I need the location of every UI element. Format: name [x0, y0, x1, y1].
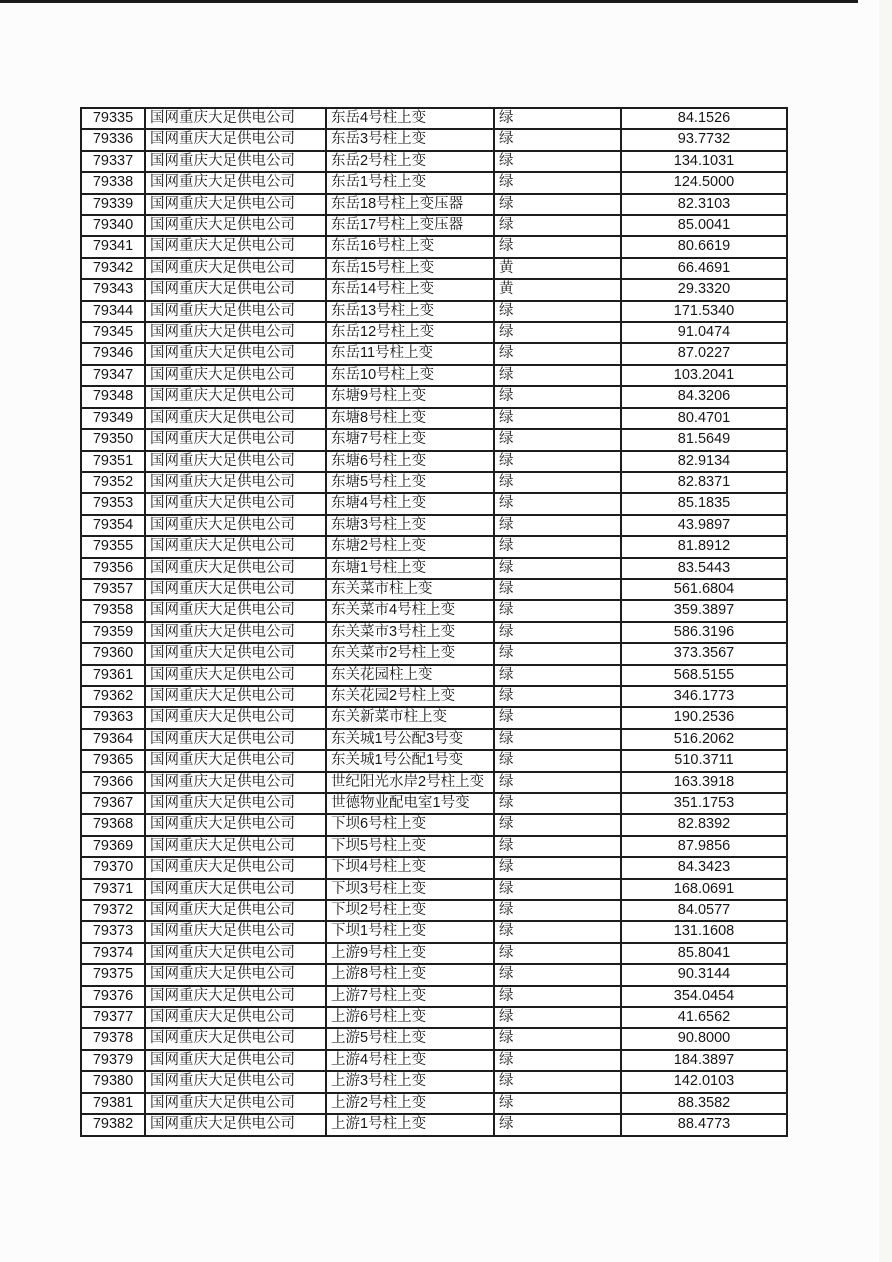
cell-load-value: 80.6619: [621, 236, 787, 257]
cell-device-name: 东关菜市3号柱上变: [326, 622, 494, 643]
cell-device-name: 东关花园2号柱上变: [326, 686, 494, 707]
table-row: [81, 258, 787, 279]
cell-company-name: 国网重庆大足供电公司: [145, 750, 326, 771]
table-row: [81, 793, 787, 814]
cell-load-value: 87.9856: [621, 836, 787, 857]
cell-status-color-label: 绿: [494, 579, 621, 600]
cell-device-name: 下坝1号柱上变: [326, 921, 494, 942]
cell-load-value: 359.3897: [621, 600, 787, 621]
cell-load-value: 84.3206: [621, 386, 787, 407]
cell-status-color-label: 绿: [494, 343, 621, 364]
cell-load-value: 568.5155: [621, 665, 787, 686]
cell-company-name: 国网重庆大足供电公司: [145, 451, 326, 472]
cell-device-name: 东关菜市4号柱上变: [326, 600, 494, 621]
cell-status-color-label: 绿: [494, 857, 621, 878]
cell-record-id: 79381: [81, 1093, 145, 1114]
table-row: [81, 493, 787, 514]
cell-device-name: 东岳15号柱上变: [326, 258, 494, 279]
cell-load-value: 190.2536: [621, 707, 787, 728]
cell-device-name: 东岳17号柱上变压器: [326, 215, 494, 236]
cell-status-color-label: 绿: [494, 558, 621, 579]
cell-record-id: 79371: [81, 879, 145, 900]
cell-load-value: 81.8912: [621, 536, 787, 557]
cell-device-name: 东塘8号柱上变: [326, 408, 494, 429]
cell-company-name: 国网重庆大足供电公司: [145, 772, 326, 793]
cell-load-value: 351.1753: [621, 793, 787, 814]
cell-device-name: 东岳1号柱上变: [326, 172, 494, 193]
cell-company-name: 国网重庆大足供电公司: [145, 729, 326, 750]
cell-load-value: 80.4701: [621, 408, 787, 429]
cell-status-color-label: 绿: [494, 665, 621, 686]
table-row: [81, 108, 787, 129]
cell-company-name: 国网重庆大足供电公司: [145, 515, 326, 536]
cell-load-value: 82.9134: [621, 451, 787, 472]
cell-status-color-label: 绿: [494, 515, 621, 536]
table-row: [81, 750, 787, 771]
cell-device-name: 下坝2号柱上变: [326, 900, 494, 921]
cell-status-color-label: 绿: [494, 1007, 621, 1028]
table-row: [81, 451, 787, 472]
cell-company-name: 国网重庆大足供电公司: [145, 579, 326, 600]
cell-company-name: 国网重庆大足供电公司: [145, 1028, 326, 1049]
cell-record-id: 79345: [81, 322, 145, 343]
cell-load-value: 83.5443: [621, 558, 787, 579]
cell-load-value: 43.9897: [621, 515, 787, 536]
cell-status-color-label: 绿: [494, 429, 621, 450]
cell-status-color-label: 绿: [494, 814, 621, 835]
cell-company-name: 国网重庆大足供电公司: [145, 215, 326, 236]
cell-load-value: 142.0103: [621, 1071, 787, 1092]
cell-record-id: 79374: [81, 943, 145, 964]
cell-device-name: 东关菜市2号柱上变: [326, 643, 494, 664]
table-row: [81, 215, 787, 236]
cell-status-color-label: 绿: [494, 493, 621, 514]
cell-status-color-label: 绿: [494, 301, 621, 322]
cell-device-name: 东关花园柱上变: [326, 665, 494, 686]
table-row: [81, 900, 787, 921]
cell-load-value: 124.5000: [621, 172, 787, 193]
cell-company-name: 国网重庆大足供电公司: [145, 279, 326, 300]
table-row: [81, 1114, 787, 1135]
cell-device-name: 东塘5号柱上变: [326, 472, 494, 493]
cell-load-value: 82.8392: [621, 814, 787, 835]
cell-load-value: 90.3144: [621, 964, 787, 985]
cell-device-name: 东岳10号柱上变: [326, 365, 494, 386]
cell-device-name: 东岳11号柱上变: [326, 343, 494, 364]
table-row: [81, 986, 787, 1007]
cell-device-name: 上游7号柱上变: [326, 986, 494, 1007]
cell-load-value: 586.3196: [621, 622, 787, 643]
transformer-load-table: [80, 107, 788, 1137]
cell-record-id: 79351: [81, 451, 145, 472]
cell-record-id: 79344: [81, 301, 145, 322]
table-body: [81, 108, 787, 1136]
cell-company-name: 国网重庆大足供电公司: [145, 472, 326, 493]
cell-record-id: 79375: [81, 964, 145, 985]
cell-load-value: 84.3423: [621, 857, 787, 878]
table-row: [81, 172, 787, 193]
cell-load-value: 84.0577: [621, 900, 787, 921]
cell-record-id: 79372: [81, 900, 145, 921]
cell-company-name: 国网重庆大足供电公司: [145, 943, 326, 964]
cell-status-color-label: 绿: [494, 836, 621, 857]
cell-status-color-label: 绿: [494, 600, 621, 621]
cell-device-name: 东岳14号柱上变: [326, 279, 494, 300]
cell-company-name: 国网重庆大足供电公司: [145, 172, 326, 193]
cell-record-id: 79353: [81, 493, 145, 514]
cell-status-color-label: 绿: [494, 964, 621, 985]
cell-load-value: 134.1031: [621, 151, 787, 172]
table-row: [81, 1093, 787, 1114]
cell-device-name: 东塘1号柱上变: [326, 558, 494, 579]
cell-status-color-label: 黄: [494, 279, 621, 300]
table-row: [81, 365, 787, 386]
cell-load-value: 41.6562: [621, 1007, 787, 1028]
table-row: [81, 194, 787, 215]
cell-status-color-label: 绿: [494, 1071, 621, 1092]
cell-company-name: 国网重庆大足供电公司: [145, 1050, 326, 1071]
cell-status-color-label: 绿: [494, 921, 621, 942]
cell-load-value: 66.4691: [621, 258, 787, 279]
cell-load-value: 82.8371: [621, 472, 787, 493]
cell-device-name: 上游3号柱上变: [326, 1071, 494, 1092]
cell-load-value: 88.3582: [621, 1093, 787, 1114]
cell-record-id: 79346: [81, 343, 145, 364]
cell-company-name: 国网重庆大足供电公司: [145, 129, 326, 150]
cell-device-name: 东岳18号柱上变压器: [326, 194, 494, 215]
cell-status-color-label: 绿: [494, 472, 621, 493]
cell-load-value: 87.0227: [621, 343, 787, 364]
table-row: [81, 879, 787, 900]
cell-status-color-label: 绿: [494, 236, 621, 257]
cell-record-id: 79341: [81, 236, 145, 257]
cell-device-name: 东岳13号柱上变: [326, 301, 494, 322]
cell-company-name: 国网重庆大足供电公司: [145, 429, 326, 450]
cell-record-id: 79347: [81, 365, 145, 386]
cell-device-name: 东关新菜市柱上变: [326, 707, 494, 728]
table-row: [81, 322, 787, 343]
cell-record-id: 79340: [81, 215, 145, 236]
cell-status-color-label: 绿: [494, 451, 621, 472]
cell-record-id: 79366: [81, 772, 145, 793]
cell-status-color-label: 绿: [494, 1114, 621, 1135]
cell-load-value: 90.8000: [621, 1028, 787, 1049]
table-row: [81, 1028, 787, 1049]
cell-company-name: 国网重庆大足供电公司: [145, 558, 326, 579]
cell-record-id: 79338: [81, 172, 145, 193]
cell-device-name: 东塘2号柱上变: [326, 536, 494, 557]
table-row: [81, 343, 787, 364]
table-row: [81, 836, 787, 857]
table-row: [81, 301, 787, 322]
cell-status-color-label: 绿: [494, 536, 621, 557]
cell-record-id: 79356: [81, 558, 145, 579]
table-row: [81, 964, 787, 985]
cell-company-name: 国网重庆大足供电公司: [145, 365, 326, 386]
cell-company-name: 国网重庆大足供电公司: [145, 1071, 326, 1092]
cell-status-color-label: 绿: [494, 986, 621, 1007]
cell-load-value: 93.7732: [621, 129, 787, 150]
cell-load-value: 516.2062: [621, 729, 787, 750]
table-row: [81, 408, 787, 429]
cell-load-value: 84.1526: [621, 108, 787, 129]
cell-device-name: 下坝5号柱上变: [326, 836, 494, 857]
table-row: [81, 579, 787, 600]
cell-device-name: 东岳4号柱上变: [326, 108, 494, 129]
cell-record-id: 79343: [81, 279, 145, 300]
cell-record-id: 79379: [81, 1050, 145, 1071]
table-row: [81, 729, 787, 750]
cell-status-color-label: 绿: [494, 1028, 621, 1049]
cell-record-id: 79339: [81, 194, 145, 215]
cell-record-id: 79365: [81, 750, 145, 771]
cell-status-color-label: 绿: [494, 215, 621, 236]
cell-company-name: 国网重庆大足供电公司: [145, 536, 326, 557]
cell-load-value: 82.3103: [621, 194, 787, 215]
table-row: [81, 665, 787, 686]
table-row: [81, 814, 787, 835]
cell-status-color-label: 绿: [494, 729, 621, 750]
cell-company-name: 国网重庆大足供电公司: [145, 600, 326, 621]
cell-device-name: 东关城1号公配1号变: [326, 750, 494, 771]
cell-record-id: 79355: [81, 536, 145, 557]
cell-load-value: 29.3320: [621, 279, 787, 300]
cell-load-value: 85.0041: [621, 215, 787, 236]
cell-company-name: 国网重庆大足供电公司: [145, 921, 326, 942]
cell-company-name: 国网重庆大足供电公司: [145, 643, 326, 664]
cell-record-id: 79380: [81, 1071, 145, 1092]
table-row: [81, 643, 787, 664]
table-row: [81, 772, 787, 793]
table-row: [81, 600, 787, 621]
table-row: [81, 129, 787, 150]
cell-record-id: 79358: [81, 600, 145, 621]
cell-company-name: 国网重庆大足供电公司: [145, 836, 326, 857]
cell-company-name: 国网重庆大足供电公司: [145, 986, 326, 1007]
cell-company-name: 国网重庆大足供电公司: [145, 194, 326, 215]
cell-record-id: 79377: [81, 1007, 145, 1028]
table-row: [81, 1071, 787, 1092]
cell-device-name: 下坝4号柱上变: [326, 857, 494, 878]
cell-status-color-label: 绿: [494, 194, 621, 215]
cell-company-name: 国网重庆大足供电公司: [145, 493, 326, 514]
cell-device-name: 东塘7号柱上变: [326, 429, 494, 450]
cell-load-value: 354.0454: [621, 986, 787, 1007]
cell-device-name: 上游2号柱上变: [326, 1093, 494, 1114]
cell-company-name: 国网重庆大足供电公司: [145, 1007, 326, 1028]
table-row: [81, 151, 787, 172]
cell-status-color-label: 绿: [494, 900, 621, 921]
table-row: [81, 857, 787, 878]
cell-status-color-label: 绿: [494, 1093, 621, 1114]
cell-device-name: 东关菜市柱上变: [326, 579, 494, 600]
cell-status-color-label: 绿: [494, 1050, 621, 1071]
table-row: [81, 686, 787, 707]
cell-record-id: 79349: [81, 408, 145, 429]
cell-record-id: 79361: [81, 665, 145, 686]
scan-top-edge-bar: [0, 0, 858, 3]
table-row: [81, 558, 787, 579]
cell-company-name: 国网重庆大足供电公司: [145, 964, 326, 985]
cell-status-color-label: 绿: [494, 322, 621, 343]
cell-status-color-label: 绿: [494, 386, 621, 407]
cell-company-name: 国网重庆大足供电公司: [145, 900, 326, 921]
cell-load-value: 85.8041: [621, 943, 787, 964]
cell-record-id: 79336: [81, 129, 145, 150]
cell-company-name: 国网重庆大足供电公司: [145, 879, 326, 900]
cell-status-color-label: 绿: [494, 772, 621, 793]
cell-record-id: 79363: [81, 707, 145, 728]
cell-status-color-label: 黄: [494, 258, 621, 279]
cell-device-name: 东岳2号柱上变: [326, 151, 494, 172]
table-row: [81, 622, 787, 643]
cell-device-name: 上游1号柱上变: [326, 1114, 494, 1135]
cell-record-id: 79373: [81, 921, 145, 942]
cell-company-name: 国网重庆大足供电公司: [145, 301, 326, 322]
cell-device-name: 东岳3号柱上变: [326, 129, 494, 150]
table-row: [81, 429, 787, 450]
table-row: [81, 279, 787, 300]
cell-record-id: 79382: [81, 1114, 145, 1135]
cell-company-name: 国网重庆大足供电公司: [145, 665, 326, 686]
cell-load-value: 168.0691: [621, 879, 787, 900]
cell-load-value: 81.5649: [621, 429, 787, 450]
cell-status-color-label: 绿: [494, 151, 621, 172]
cell-device-name: 东塘9号柱上变: [326, 386, 494, 407]
table-row: [81, 536, 787, 557]
cell-load-value: 88.4773: [621, 1114, 787, 1135]
cell-load-value: 85.1835: [621, 493, 787, 514]
cell-load-value: 346.1773: [621, 686, 787, 707]
cell-company-name: 国网重庆大足供电公司: [145, 1114, 326, 1135]
cell-company-name: 国网重庆大足供电公司: [145, 151, 326, 172]
cell-load-value: 561.6804: [621, 579, 787, 600]
cell-load-value: 163.3918: [621, 772, 787, 793]
cell-load-value: 510.3711: [621, 750, 787, 771]
cell-device-name: 东塘4号柱上变: [326, 493, 494, 514]
cell-record-id: 79369: [81, 836, 145, 857]
cell-record-id: 79370: [81, 857, 145, 878]
table-row: [81, 921, 787, 942]
cell-device-name: 下坝6号柱上变: [326, 814, 494, 835]
cell-device-name: 上游6号柱上变: [326, 1007, 494, 1028]
cell-record-id: 79378: [81, 1028, 145, 1049]
cell-company-name: 国网重庆大足供电公司: [145, 857, 326, 878]
cell-device-name: 下坝3号柱上变: [326, 879, 494, 900]
cell-load-value: 91.0474: [621, 322, 787, 343]
cell-device-name: 东塘3号柱上变: [326, 515, 494, 536]
cell-status-color-label: 绿: [494, 686, 621, 707]
cell-device-name: 世纪阳光水岸2号柱上变: [326, 772, 494, 793]
cell-company-name: 国网重庆大足供电公司: [145, 343, 326, 364]
cell-company-name: 国网重庆大足供电公司: [145, 814, 326, 835]
cell-status-color-label: 绿: [494, 108, 621, 129]
cell-device-name: 东塘6号柱上变: [326, 451, 494, 472]
cell-company-name: 国网重庆大足供电公司: [145, 1093, 326, 1114]
cell-record-id: 79342: [81, 258, 145, 279]
cell-record-id: 79352: [81, 472, 145, 493]
cell-record-id: 79357: [81, 579, 145, 600]
table-row: [81, 1050, 787, 1071]
cell-status-color-label: 绿: [494, 129, 621, 150]
cell-device-name: 上游9号柱上变: [326, 943, 494, 964]
cell-record-id: 79337: [81, 151, 145, 172]
cell-load-value: 103.2041: [621, 365, 787, 386]
table-row: [81, 386, 787, 407]
cell-status-color-label: 绿: [494, 943, 621, 964]
cell-status-color-label: 绿: [494, 879, 621, 900]
cell-device-name: 东岳16号柱上变: [326, 236, 494, 257]
cell-record-id: 79367: [81, 793, 145, 814]
cell-company-name: 国网重庆大足供电公司: [145, 707, 326, 728]
cell-company-name: 国网重庆大足供电公司: [145, 322, 326, 343]
cell-company-name: 国网重庆大足供电公司: [145, 258, 326, 279]
table-row: [81, 515, 787, 536]
cell-status-color-label: 绿: [494, 707, 621, 728]
cell-status-color-label: 绿: [494, 172, 621, 193]
cell-company-name: 国网重庆大足供电公司: [145, 686, 326, 707]
cell-status-color-label: 绿: [494, 643, 621, 664]
cell-record-id: 79368: [81, 814, 145, 835]
cell-load-value: 184.3897: [621, 1050, 787, 1071]
table-row: [81, 943, 787, 964]
table-row: [81, 707, 787, 728]
table-row: [81, 236, 787, 257]
cell-device-name: 东岳12号柱上变: [326, 322, 494, 343]
cell-record-id: 79364: [81, 729, 145, 750]
cell-device-name: 东关城1号公配3号变: [326, 729, 494, 750]
page-right-edge-shade: [879, 0, 892, 1262]
cell-record-id: 79376: [81, 986, 145, 1007]
cell-load-value: 373.3567: [621, 643, 787, 664]
cell-record-id: 79360: [81, 643, 145, 664]
cell-record-id: 79362: [81, 686, 145, 707]
cell-company-name: 国网重庆大足供电公司: [145, 793, 326, 814]
cell-record-id: 79335: [81, 108, 145, 129]
cell-device-name: 上游5号柱上变: [326, 1028, 494, 1049]
cell-status-color-label: 绿: [494, 408, 621, 429]
cell-company-name: 国网重庆大足供电公司: [145, 408, 326, 429]
cell-record-id: 79350: [81, 429, 145, 450]
table-row: [81, 472, 787, 493]
cell-device-name: 世德物业配电室1号变: [326, 793, 494, 814]
cell-company-name: 国网重庆大足供电公司: [145, 236, 326, 257]
cell-company-name: 国网重庆大足供电公司: [145, 108, 326, 129]
cell-record-id: 79354: [81, 515, 145, 536]
cell-record-id: 79359: [81, 622, 145, 643]
cell-load-value: 171.5340: [621, 301, 787, 322]
cell-device-name: 上游4号柱上变: [326, 1050, 494, 1071]
cell-status-color-label: 绿: [494, 793, 621, 814]
cell-status-color-label: 绿: [494, 622, 621, 643]
table-row: [81, 1007, 787, 1028]
cell-company-name: 国网重庆大足供电公司: [145, 622, 326, 643]
cell-status-color-label: 绿: [494, 750, 621, 771]
cell-record-id: 79348: [81, 386, 145, 407]
cell-status-color-label: 绿: [494, 365, 621, 386]
cell-company-name: 国网重庆大足供电公司: [145, 386, 326, 407]
cell-device-name: 上游8号柱上变: [326, 964, 494, 985]
cell-load-value: 131.1608: [621, 921, 787, 942]
